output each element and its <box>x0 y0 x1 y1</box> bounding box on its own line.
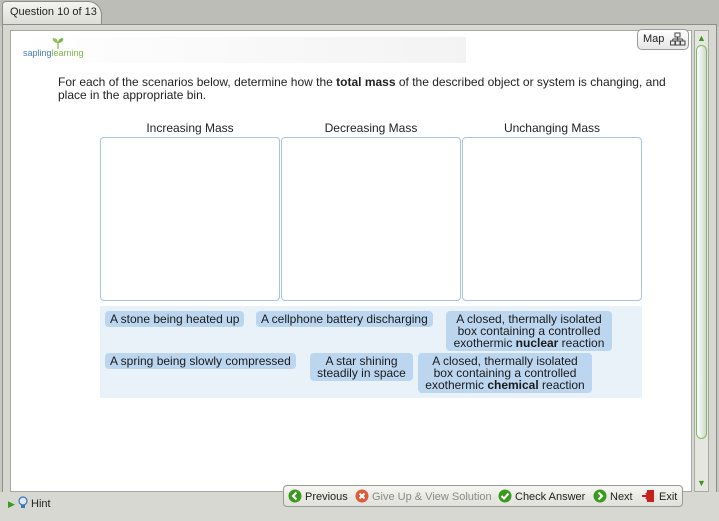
give-up-label: Give Up & View Solution <box>372 491 492 503</box>
scroll-down-icon[interactable]: ▼ <box>697 478 706 488</box>
scroll-thumb[interactable] <box>696 45 707 439</box>
bin-increasing-mass[interactable] <box>100 137 280 301</box>
next-button[interactable] <box>593 489 633 503</box>
hint-label: Hint <box>31 498 51 510</box>
card-line: steadily in space <box>317 366 406 380</box>
map-button[interactable] <box>637 29 689 50</box>
bin-title-decreasing: Decreasing Mass <box>324 121 418 135</box>
bin-unchanging-mass[interactable] <box>462 137 642 301</box>
logo-part-b: learning <box>51 48 84 58</box>
check-answer-label: Check Answer <box>515 491 586 503</box>
card-spring-compressed[interactable]: A spring being slowly compressed <box>105 353 296 369</box>
previous-arrow-icon <box>288 489 302 503</box>
previous-button[interactable] <box>288 489 348 503</box>
bin-title-unchanging: Unchanging Mass <box>503 121 601 135</box>
check-answer-button[interactable] <box>498 489 585 503</box>
give-up-button[interactable] <box>355 489 492 503</box>
logo-part-a: sapling <box>23 48 52 58</box>
lightbulb-icon <box>18 496 28 509</box>
previous-label: Previous <box>305 491 348 503</box>
scroll-up-icon[interactable]: ▲ <box>697 33 706 43</box>
give-up-x-icon <box>355 489 369 503</box>
tab-strip <box>0 0 719 26</box>
question-tab[interactable]: Question 10 of 13 <box>2 1 102 25</box>
exit-button[interactable] <box>641 489 677 503</box>
card-line: A closed, thermally isolated <box>456 312 602 326</box>
exit-door-icon <box>641 489 656 503</box>
expand-arrow-icon: ▶ <box>8 499 15 509</box>
card-chemical-reaction[interactable] <box>418 353 592 393</box>
exit-label: Exit <box>659 491 678 503</box>
hint-button[interactable] <box>8 496 51 510</box>
card-line: box containing a controlled <box>457 324 601 338</box>
vertical-scrollbar[interactable] <box>694 30 709 492</box>
card-line: exothermic nuclear reaction <box>453 336 605 350</box>
sapling-logo <box>23 48 84 58</box>
card-star-shining[interactable] <box>310 353 413 381</box>
bin-title-increasing: Increasing Mass <box>146 121 234 135</box>
leaf-icon <box>51 37 65 49</box>
next-arrow-icon <box>593 489 607 503</box>
navigation-bar <box>283 485 683 507</box>
question-prompt <box>58 76 678 102</box>
map-icon <box>670 32 686 47</box>
bin-decreasing-mass[interactable] <box>281 137 461 301</box>
next-label: Next <box>610 491 633 503</box>
card-line: A star shining <box>325 354 398 368</box>
card-line: box containing a controlled <box>433 366 577 380</box>
logo-band <box>16 37 466 63</box>
card-line: A closed, thermally isolated <box>432 354 578 368</box>
prompt-text-before: For each of the scenarios below, determine how the <box>58 75 337 89</box>
check-icon <box>498 489 512 503</box>
card-line: exothermic chemical reaction <box>425 378 585 392</box>
prompt-text-bold: total mass <box>336 75 396 89</box>
card-cellphone-battery[interactable]: A cellphone battery discharging <box>256 311 433 327</box>
card-nuclear-reaction[interactable] <box>446 311 612 351</box>
map-label: Map <box>643 33 665 45</box>
card-stone-heated[interactable]: A stone being heated up <box>105 311 244 327</box>
prompt-text-after: of the described object or system is changing, and place in the appropriate bin. <box>58 75 666 102</box>
